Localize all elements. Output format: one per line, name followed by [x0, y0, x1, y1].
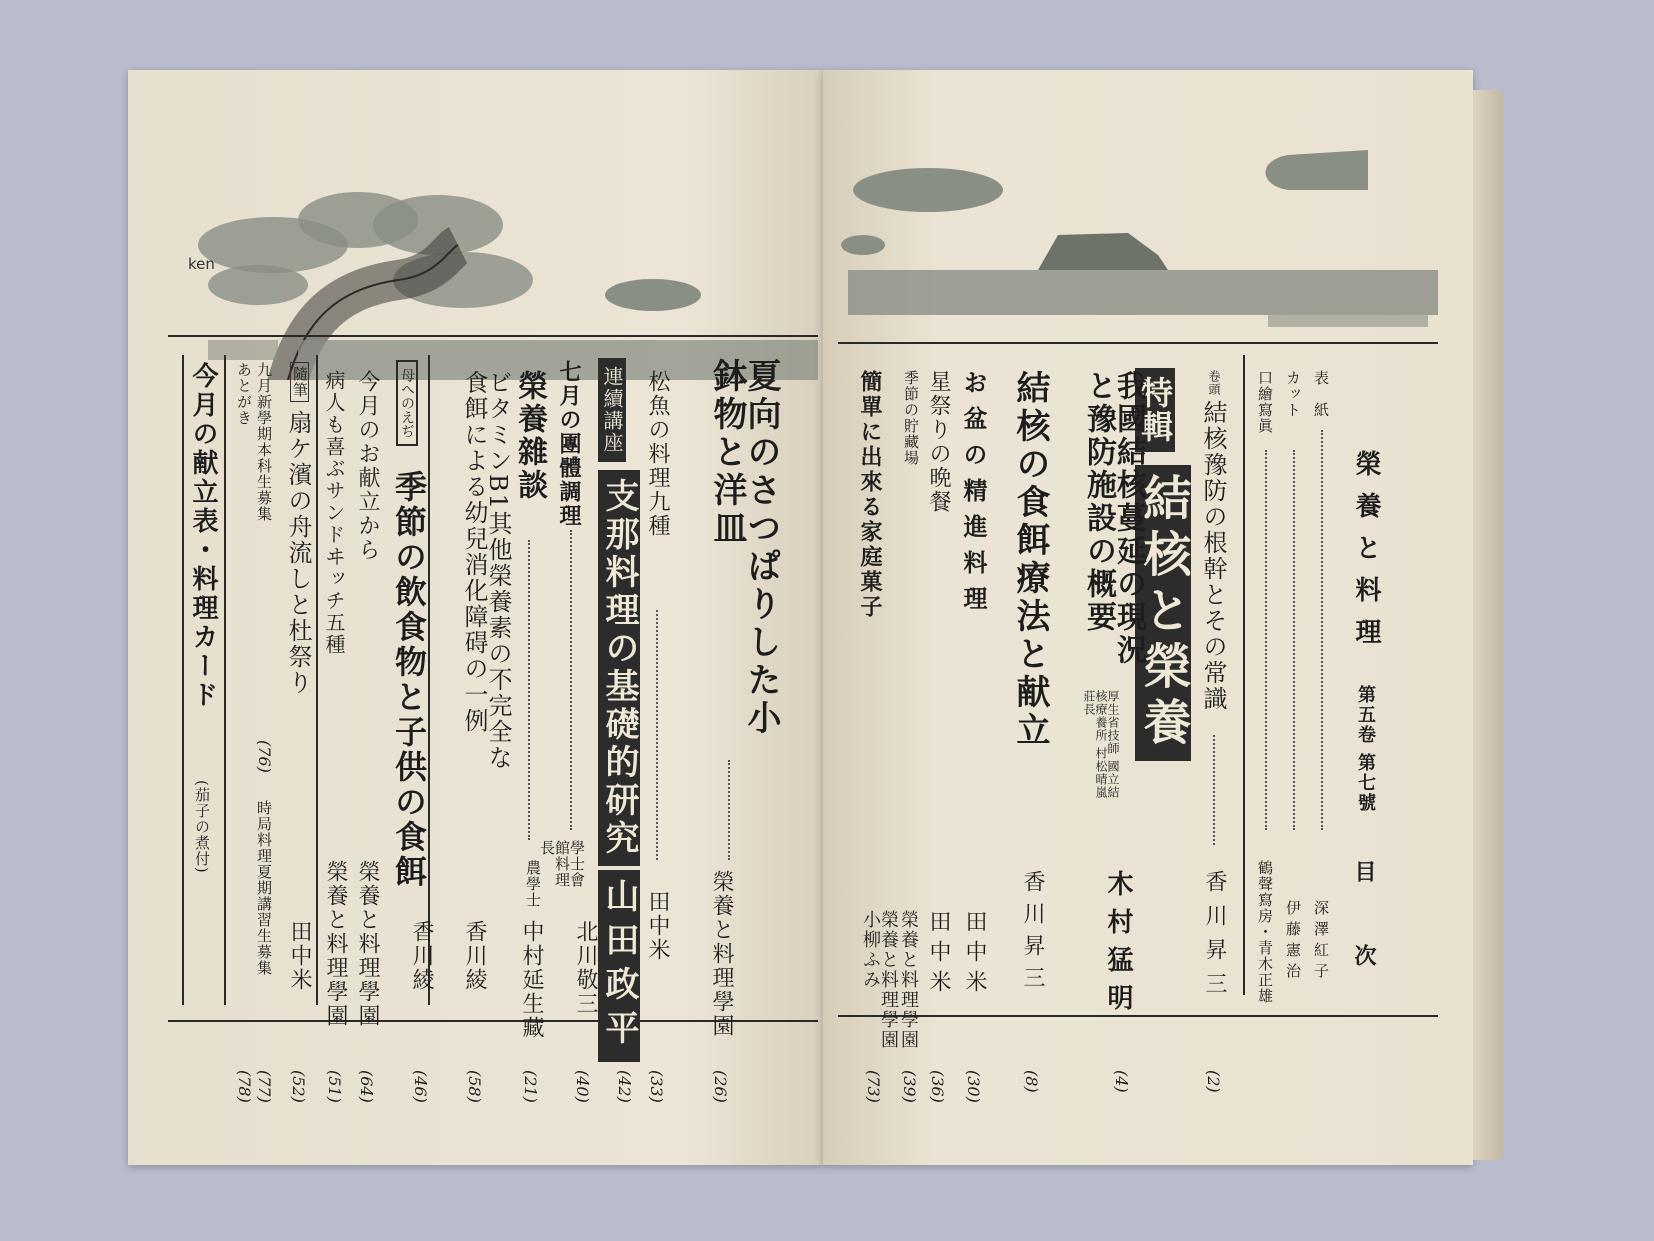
right-page	[823, 70, 1473, 1165]
opening-tag: 卷頭	[1207, 370, 1221, 396]
island-seascape-illustration	[838, 145, 1458, 345]
toc-page: (36)	[928, 1070, 947, 1103]
feature-label: 特輯	[1135, 368, 1175, 452]
toc-top-rule	[168, 335, 818, 337]
toc-author: 木村猛明	[1103, 870, 1133, 1022]
toc-title-6[interactable]: ビタミンB1其他榮養素の不完全な食餌による幼兒消化障碍の一例	[460, 370, 512, 771]
toc-affiliation: 厚生省技師 國立結核療養所 村松晴嵐莊長	[1082, 690, 1120, 799]
toc-page: (77)	[255, 1070, 274, 1103]
toc-title-8[interactable]: 今月のお献立から	[355, 370, 380, 562]
toc-page: (76)	[255, 740, 274, 773]
credit-name: 伊藤憲治	[1284, 900, 1302, 984]
credit-name: 鶴聲寫房・青木正雄	[1256, 860, 1274, 1004]
toc-page: (78)	[235, 1070, 254, 1103]
toc-top-rule	[838, 342, 1438, 344]
toc-title-2[interactable]: 松魚の料理九種	[645, 370, 670, 538]
mothers-page-tag: 母へのえぢ	[396, 360, 418, 446]
toc-author: 北川敬三	[573, 920, 598, 1016]
toc-page: (46)	[411, 1070, 430, 1103]
toc-page: (64)	[357, 1070, 376, 1103]
toc-title-hoshi[interactable]: 星祭りの晩餐	[926, 370, 951, 514]
toc-page: (51)	[325, 1070, 344, 1103]
toc-title-sweets[interactable]: 簡單に出來る家庭菓子	[857, 370, 883, 620]
toc-affiliation: 學士會館料理長	[538, 840, 586, 888]
credit-role: カット	[1284, 370, 1302, 418]
toc-title-3[interactable]: 支那料理の基礎的研究	[598, 470, 640, 866]
toc-author: 榮養と料理學園 小柳ふみ	[860, 910, 899, 1050]
toc-author: 田中米	[962, 910, 987, 1000]
toc-title-season[interactable]: 季節の貯藏場	[902, 370, 920, 466]
toc-page: (2)	[1204, 1070, 1223, 1093]
toc-page: (26)	[711, 1070, 730, 1103]
essay-tag: 隨筆	[290, 362, 309, 402]
toc-title-feature-2[interactable]: 結核の食餌療法と献立	[1010, 370, 1050, 750]
column-divider	[224, 355, 226, 1005]
toc-title-7[interactable]: 季節の飲食物と子供の食餌	[390, 470, 428, 890]
toc-page: (73)	[864, 1070, 883, 1103]
toc-title-obon[interactable]: お盆の精進料理	[959, 370, 988, 622]
toc-note: (茄子の煮付)	[193, 780, 211, 874]
toc-page: (30)	[964, 1070, 983, 1103]
toc-author: 榮養と料理學園	[898, 910, 919, 1050]
toc-affiliation: 農學士	[524, 860, 542, 908]
toc-heading: 目 次	[1351, 860, 1377, 986]
serial-series-tag: 連續講座	[598, 358, 626, 462]
toc-author: 香川昇三	[1020, 870, 1045, 998]
opening-article-title[interactable]: 結核豫防の根幹とその常識	[1199, 400, 1227, 712]
feature-title[interactable]: 結核と榮養	[1135, 465, 1191, 761]
toc-author: 香川綾	[409, 920, 434, 992]
toc-page: (40)	[573, 1070, 592, 1103]
toc-page: (4)	[1112, 1070, 1131, 1093]
column-divider	[1243, 355, 1245, 995]
credit-role: 表 紙	[1312, 370, 1330, 418]
toc-author: 田中米	[645, 890, 670, 962]
toc-title-9[interactable]: 病人も喜ぶサンドヰッチ五種	[322, 370, 346, 656]
left-page	[128, 70, 823, 1165]
toc-author: 田中米	[287, 920, 312, 992]
toc-author: 榮養と料理學園	[355, 860, 380, 1028]
toc-extra: 時局料理夏期講習生募集	[255, 800, 273, 976]
open-magazine	[128, 70, 1508, 1165]
toc-author: 榮養と料理學園	[323, 860, 348, 1028]
volume-issue: 第五卷 第七號	[1355, 685, 1376, 814]
pine-tree-illustration	[178, 130, 818, 380]
toc-author: 香川昇三	[1202, 870, 1227, 1006]
toc-title-13[interactable]: 今月の献立表・料理カード	[188, 362, 218, 710]
toc-title-5[interactable]: 榮養雜談	[512, 370, 547, 502]
toc-page: (33)	[647, 1070, 666, 1103]
toc-author: 中村延生藏	[519, 920, 544, 1040]
toc-title-10[interactable]: 扇ケ濱の舟流しと杜祭り	[284, 410, 312, 696]
column-divider	[316, 355, 318, 1005]
artist-signature: ken	[188, 255, 215, 273]
toc-title-12[interactable]: あとがき	[235, 362, 253, 426]
toc-page: (39)	[900, 1070, 919, 1103]
column-divider	[182, 355, 184, 1005]
credit-role: 口繪寫眞	[1256, 370, 1274, 434]
toc-author: 榮養と料理學園	[709, 870, 734, 1038]
toc-author: 香川綾	[462, 920, 487, 992]
toc-page: (52)	[289, 1070, 308, 1103]
toc-page: (58)	[465, 1070, 484, 1103]
toc-page: (42)	[615, 1070, 634, 1103]
toc-author: 田中米	[926, 910, 951, 1000]
toc-title-4[interactable]: 七月の團體調理	[556, 360, 582, 528]
toc-bottom-rule	[838, 1015, 1438, 1017]
page-edges	[1473, 90, 1503, 1160]
column-divider	[428, 355, 430, 1005]
toc-title-11[interactable]: 九月新學期本科生募集	[255, 362, 273, 522]
toc-page: (8)	[1022, 1070, 1041, 1093]
magazine-title: 榮養と料理	[1351, 450, 1381, 660]
credit-name: 深澤紅子	[1312, 900, 1330, 984]
toc-title-feature-1[interactable]: 我國結核蔓延の現況と豫防施設の概要	[1081, 370, 1146, 667]
toc-page: (21)	[521, 1070, 540, 1103]
toc-title-1[interactable]: 夏向のさつぱりした小鉢物と洋皿	[707, 358, 781, 738]
toc-author-highlight: 山田政平	[598, 870, 640, 1062]
